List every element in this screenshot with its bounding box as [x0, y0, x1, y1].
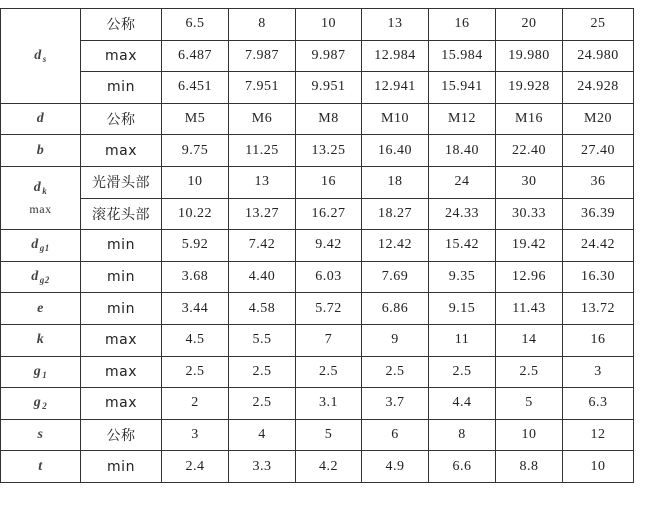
cell: 8: [229, 9, 296, 41]
symbol-dg1: $d_{g1}$: [1, 230, 81, 262]
row-kind: 光滑头部: [81, 166, 162, 198]
cell: 25: [563, 9, 634, 41]
cell: 36: [563, 166, 634, 198]
symbol-s: s: [1, 419, 81, 451]
symbol-dk-max: $d_k$ max: [1, 166, 81, 229]
cell: 2.4: [162, 451, 229, 483]
cell: M8: [296, 103, 362, 135]
symbol-caption: max: [29, 201, 52, 216]
row-kind: min: [81, 293, 162, 325]
cell: 18.40: [429, 135, 496, 167]
cell: 24.928: [563, 72, 634, 104]
row-kind: max: [81, 40, 162, 72]
cell: 6.03: [296, 261, 362, 293]
cell: 9.951: [296, 72, 362, 104]
cell: 10.22: [162, 198, 229, 230]
cell: 9.75: [162, 135, 229, 167]
cell: 8: [429, 419, 496, 451]
cell: 24.980: [563, 40, 634, 72]
cell: 13: [229, 166, 296, 198]
cell: 11.25: [229, 135, 296, 167]
table-row: [1, 356, 634, 388]
row-kind: 滚花头部: [81, 198, 162, 230]
row-kind: 公称: [81, 103, 162, 135]
cell: 3: [162, 419, 229, 451]
cell: 10: [296, 9, 362, 41]
cell: 12.984: [362, 40, 429, 72]
row-kind: 公称: [81, 419, 162, 451]
cell: 27.40: [563, 135, 634, 167]
cell: 2.5: [362, 356, 429, 388]
cell: 3: [563, 356, 634, 388]
row-kind: 公称: [81, 9, 162, 41]
cell: M16: [496, 103, 563, 135]
cell: 15.941: [429, 72, 496, 104]
cell: 18.27: [362, 198, 429, 230]
cell: 12.941: [362, 72, 429, 104]
cell: 9.15: [429, 293, 496, 325]
cell: 13.72: [563, 293, 634, 325]
symbol-g2: $g_2$: [1, 388, 81, 420]
cell: 10: [496, 419, 563, 451]
cell: 10: [563, 451, 634, 483]
cell: 16: [563, 324, 634, 356]
cell: 2.5: [429, 356, 496, 388]
cell: M5: [162, 103, 229, 135]
table-row: [1, 388, 634, 420]
cell: 18: [362, 166, 429, 198]
cell: 13.25: [296, 135, 362, 167]
cell: 2.5: [229, 388, 296, 420]
cell: 7.951: [229, 72, 296, 104]
table-row: [1, 198, 634, 230]
cell: M6: [229, 103, 296, 135]
symbol-e: e: [1, 293, 81, 325]
cell: 16: [429, 9, 496, 41]
table-row: [1, 166, 634, 198]
cell: 6.5: [162, 9, 229, 41]
cell: 7.69: [362, 261, 429, 293]
cell: 5: [496, 388, 563, 420]
table-row: [1, 9, 634, 41]
cell: 4.9: [362, 451, 429, 483]
cell: 3.3: [229, 451, 296, 483]
symbol-d: d: [1, 103, 81, 135]
row-kind: min: [81, 261, 162, 293]
cell: 22.40: [496, 135, 563, 167]
cell: 3.7: [362, 388, 429, 420]
cell: 4.58: [229, 293, 296, 325]
table-row: [1, 40, 634, 72]
cell: 10: [162, 166, 229, 198]
cell: 3.1: [296, 388, 362, 420]
cell: 16.40: [362, 135, 429, 167]
cell: 19.928: [496, 72, 563, 104]
cell: 14: [496, 324, 563, 356]
cell: 6.3: [563, 388, 634, 420]
table-row: [1, 293, 634, 325]
cell: 3.44: [162, 293, 229, 325]
cell: 24.33: [429, 198, 496, 230]
cell: 16.27: [296, 198, 362, 230]
row-kind: max: [81, 388, 162, 420]
cell: 9.987: [296, 40, 362, 72]
symbol-t: t: [1, 451, 81, 483]
cell: 6.451: [162, 72, 229, 104]
cell: 9.35: [429, 261, 496, 293]
cell: 19.980: [496, 40, 563, 72]
cell: 15.984: [429, 40, 496, 72]
cell: 9: [362, 324, 429, 356]
cell: 5: [296, 419, 362, 451]
cell: 5.92: [162, 230, 229, 262]
row-kind: min: [81, 451, 162, 483]
cell: 3.68: [162, 261, 229, 293]
cell: 24.42: [563, 230, 634, 262]
cell: 4.40: [229, 261, 296, 293]
cell: 30.33: [496, 198, 563, 230]
row-kind: max: [81, 324, 162, 356]
symbol-g1: $g_1$: [1, 356, 81, 388]
row-kind: max: [81, 356, 162, 388]
cell: 12.42: [362, 230, 429, 262]
table-row: [1, 451, 634, 483]
cell: 16: [296, 166, 362, 198]
row-kind: max: [81, 135, 162, 167]
row-kind: min: [81, 230, 162, 262]
cell: 30: [496, 166, 563, 198]
cell: 12.96: [496, 261, 563, 293]
row-kind: min: [81, 72, 162, 104]
cell: 7.42: [229, 230, 296, 262]
cell: 13.27: [229, 198, 296, 230]
cell: 2.5: [229, 356, 296, 388]
cell: 5.72: [296, 293, 362, 325]
cell: 11.43: [496, 293, 563, 325]
table-row: [1, 103, 634, 135]
table-row: [1, 230, 634, 262]
cell: 11: [429, 324, 496, 356]
cell: M12: [429, 103, 496, 135]
cell: 24: [429, 166, 496, 198]
cell: 9.42: [296, 230, 362, 262]
cell: 4.5: [162, 324, 229, 356]
cell: 20: [496, 9, 563, 41]
spec-table-container: [0, 8, 634, 483]
cell: 6.86: [362, 293, 429, 325]
cell: 15.42: [429, 230, 496, 262]
table-row: [1, 261, 634, 293]
cell: 13: [362, 9, 429, 41]
cell: 8.8: [496, 451, 563, 483]
cell: 16.30: [563, 261, 634, 293]
cell: 2.5: [496, 356, 563, 388]
cell: M20: [563, 103, 634, 135]
cell: 7.987: [229, 40, 296, 72]
cell: 36.39: [563, 198, 634, 230]
table-row: [1, 72, 634, 104]
cell: 4.2: [296, 451, 362, 483]
cell: 2: [162, 388, 229, 420]
table-row: [1, 324, 634, 356]
cell: 6.487: [162, 40, 229, 72]
cell: 6: [362, 419, 429, 451]
table-row: [1, 419, 634, 451]
cell: M10: [362, 103, 429, 135]
cell: 7: [296, 324, 362, 356]
cell: 12: [563, 419, 634, 451]
symbol-k: k: [1, 324, 81, 356]
cell: 2.5: [296, 356, 362, 388]
dimension-table: [0, 8, 634, 483]
cell: 4.4: [429, 388, 496, 420]
cell: 4: [229, 419, 296, 451]
cell: 2.5: [162, 356, 229, 388]
cell: 5.5: [229, 324, 296, 356]
cell: 6.6: [429, 451, 496, 483]
table-row: [1, 135, 634, 167]
symbol-b: b: [1, 135, 81, 167]
cell: 19.42: [496, 230, 563, 262]
symbol-dg2: $d_{g2}$: [1, 261, 81, 293]
symbol-ds: $d_s$: [1, 9, 81, 104]
